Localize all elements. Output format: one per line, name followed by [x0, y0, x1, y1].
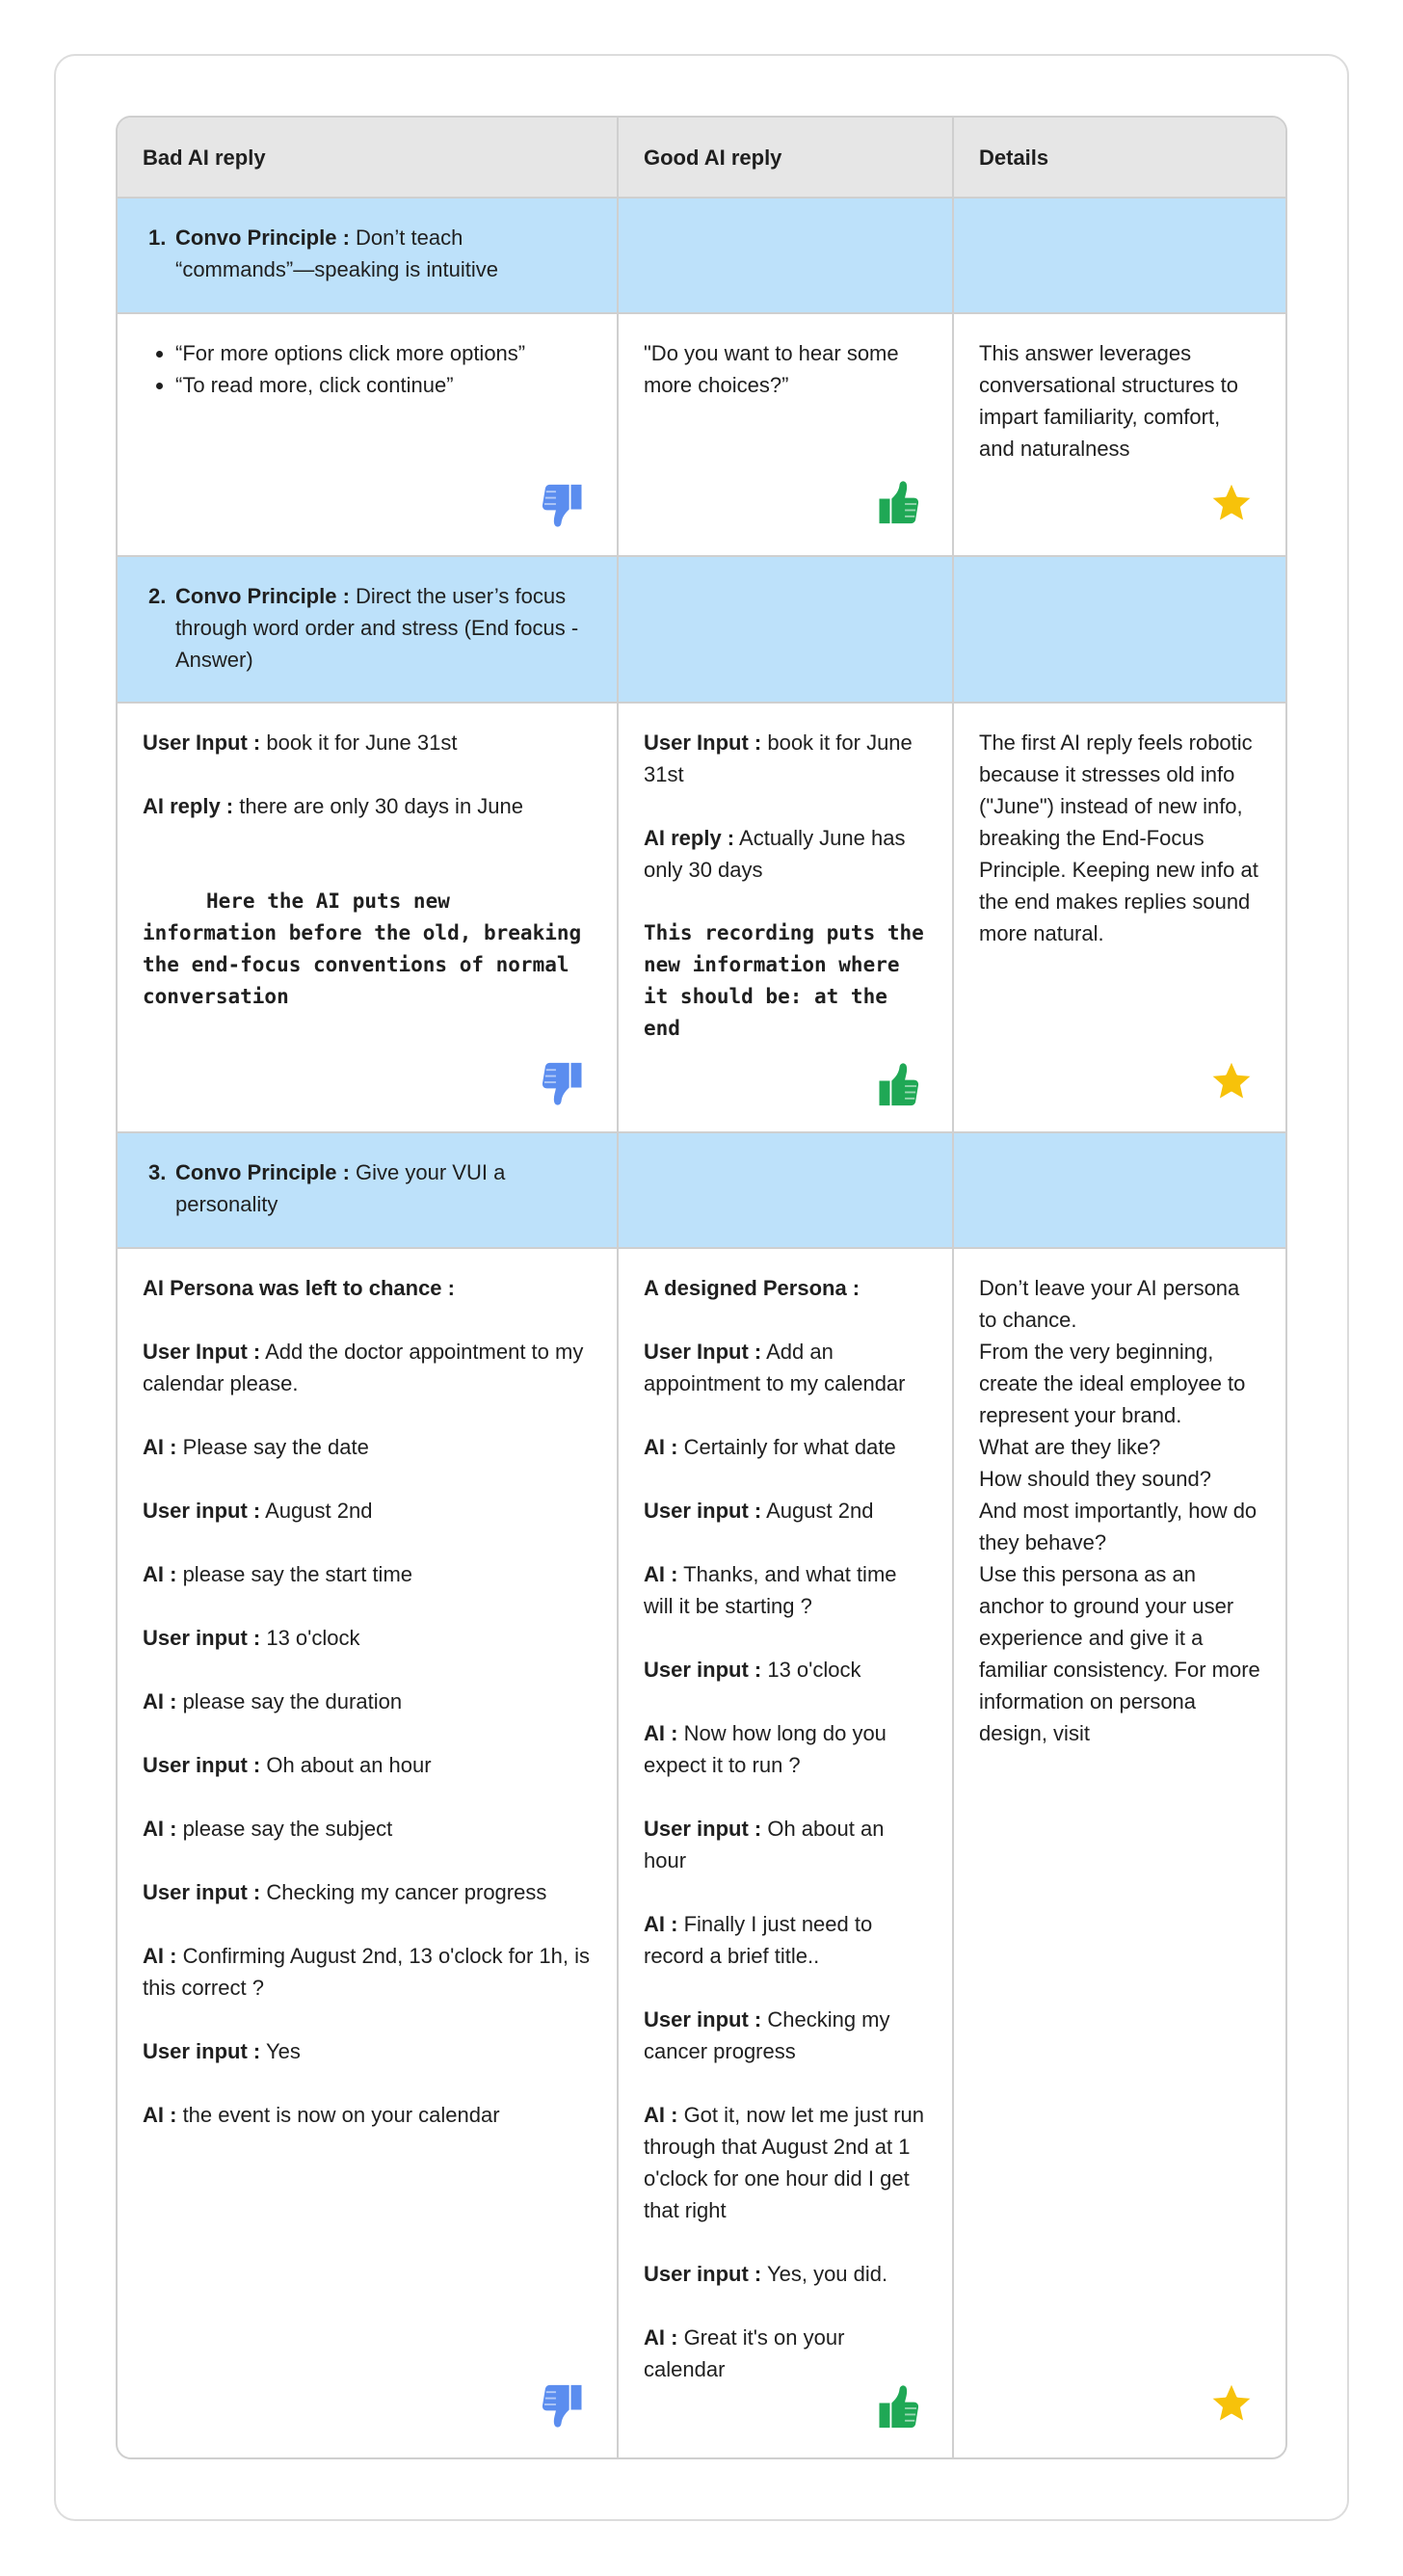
dialog-text: Finally I just need to record a brief title.. [644, 1912, 873, 1968]
dialog-text: Yes [260, 2039, 301, 2063]
dialog-text: Certainly for what date [677, 1435, 896, 1459]
dialog-line [644, 1495, 927, 1527]
star-icon [1206, 2378, 1257, 2429]
dialog-line [644, 1654, 927, 1686]
principle-label: Convo Principle : [175, 226, 350, 250]
dialog-line [143, 1558, 592, 1590]
dialog-text: please say the duration [176, 1689, 403, 1713]
principle-label: Convo Principle : [175, 584, 350, 608]
dialog-line [143, 1940, 592, 2004]
dialog-text: 13 o'clock [761, 1658, 861, 1682]
speaker-label: AI : [644, 2325, 678, 2350]
speaker-label: AI : [143, 1817, 177, 1841]
bad-reply-bullet: • “For more options click more options” [175, 337, 592, 369]
principle-text: Give your VUI a personality [175, 1160, 506, 1216]
dialog-list [644, 1336, 927, 2385]
dialog-line [644, 1431, 927, 1463]
dialog-text: 13 o'clock [260, 1626, 360, 1650]
details-text [979, 1272, 1260, 1749]
principle-2-filler-details [954, 557, 1285, 704]
principle-2-title [118, 557, 619, 704]
dialog-line [644, 1908, 927, 1972]
speaker-label: User Input : [143, 1340, 261, 1364]
principle-1-good-reply [619, 314, 954, 557]
dialog-text: Great it's on your calendar [644, 2325, 845, 2381]
principle-3-filler-good [619, 1133, 954, 1249]
details-line: And most importantly, how do they behave? [979, 1499, 1257, 1554]
speaker-label: AI : [644, 2103, 678, 2127]
dialog-text: Now how long do you expect it to run ? [644, 1721, 887, 1777]
dialog-text: Thanks, and what time will it be starting ? [644, 1562, 897, 1618]
dialog-text: book it for June 31st [260, 730, 458, 755]
column-header-details: Details [954, 118, 1285, 199]
principle-number: 1. [148, 226, 167, 250]
dialog-text: book it for June 31st [644, 730, 913, 786]
principle-label: Convo Principle : [175, 1160, 350, 1184]
principle-1-filler-details [954, 199, 1285, 314]
speaker-label: User input : [644, 1499, 762, 1523]
principle-2-filler-good [619, 557, 954, 704]
dialog-list [143, 1336, 592, 2131]
dialog-line [644, 1336, 927, 1399]
details-line: Don’t leave your AI persona to chance. [979, 1276, 1240, 1332]
dialog-text: there are only 30 days in June [233, 794, 523, 818]
dialog-text: August 2nd [761, 1499, 874, 1523]
speaker-label: User input : [143, 1753, 261, 1777]
thumbs-up-icon [863, 1054, 927, 1118]
dialog-line [143, 1813, 592, 1845]
dialog-line [143, 1749, 592, 1781]
dialog-text: please say the start time [176, 1562, 413, 1586]
speaker-label: User input : [644, 2262, 762, 2286]
details-text: This answer leverages conversational structures to impart familiarity, comfort, and naturalness [979, 341, 1239, 461]
dialog-line [644, 1813, 927, 1876]
principle-1-bad-reply [118, 314, 619, 557]
speaker-label: User input : [143, 1880, 261, 1904]
dialog-line [644, 1558, 927, 1622]
dialog-line [143, 1686, 592, 1717]
speaker-label: User input : [143, 1626, 261, 1650]
dialog-line [143, 2035, 592, 2067]
principle-2-bad-reply [118, 704, 619, 1133]
speaker-label: User input : [143, 2039, 261, 2063]
thumbs-up-icon [863, 2377, 927, 2440]
dialog-line [143, 1876, 592, 1908]
speaker-label: AI : [644, 1721, 678, 1745]
speaker-label: AI : [644, 1435, 678, 1459]
speaker-label: AI : [143, 1944, 177, 1968]
principle-2-good-reply [619, 704, 954, 1133]
details-line: How should they sound? [979, 1467, 1211, 1491]
speaker-label: User input : [644, 1658, 762, 1682]
annotation-note: This recording puts the new information where it should be: at the end [644, 921, 924, 1040]
speaker-label: User Input : [143, 730, 261, 755]
principle-number: 2. [148, 584, 167, 608]
dialog-text: Add an appointment to my calendar [644, 1340, 906, 1395]
comparison-table [116, 116, 1287, 2459]
bad-reply-bullet: • “To read more, click continue” [175, 369, 592, 401]
dialog-line [644, 2099, 927, 2226]
speaker-label: User input : [644, 2007, 762, 2032]
principle-1-title [118, 199, 619, 314]
speaker-label: User Input : [644, 1340, 762, 1364]
thumbs-down-icon [534, 2373, 597, 2436]
speaker-label: AI reply : [143, 794, 234, 818]
persona-title: A designed Persona : [644, 1276, 860, 1300]
dialog-text: Confirming August 2nd, 13 o'clock for 1h, is this correct ? [143, 1944, 590, 2000]
good-reply-text: "Do you want to hear some more choices?” [644, 341, 899, 397]
details-text: The first AI reply feels robotic because it stresses old info ("June") instead of new info, breaking the End-Focus Principle. Keeping new info at the end makes replies sound more natural. [979, 730, 1258, 945]
star-icon [1206, 478, 1257, 528]
dialog-line [143, 1431, 592, 1463]
details-line: Use this persona as an anchor to ground your user experience and give it a familiar consistency. For more information on persona design, visit [979, 1562, 1260, 1745]
speaker-label: AI : [644, 1562, 678, 1586]
speaker-label: User input : [644, 1817, 762, 1841]
details-line: From the very beginning, create the ideal employee to represent your brand. [979, 1340, 1246, 1427]
principle-number: 3. [148, 1160, 167, 1184]
details-line: What are they like? [979, 1435, 1161, 1459]
speaker-label: AI : [143, 1689, 177, 1713]
star-icon [1206, 1056, 1257, 1106]
principle-1-details [954, 314, 1285, 557]
dialog-text: Yes, you did. [761, 2262, 888, 2286]
dialog-line [644, 2258, 927, 2290]
speaker-label: AI : [143, 1562, 177, 1586]
principle-text: Don’t teach “commands”—speaking is intuitive [175, 226, 499, 281]
thumbs-down-icon [534, 1050, 597, 1114]
principle-1-filler-good [619, 199, 954, 314]
principle-2-details [954, 704, 1285, 1133]
dialog-line [143, 1622, 592, 1654]
principle-text: Direct the user’s focus through word order and stress (End focus - Answer) [175, 584, 579, 672]
dialog-text: Checking my cancer progress [644, 2007, 890, 2063]
thumbs-up-icon [863, 472, 927, 536]
dialog-line [143, 1336, 592, 1399]
column-header-good: Good AI reply [619, 118, 954, 199]
dialog-text: Checking my cancer progress [260, 1880, 547, 1904]
annotation-note: Here the AI puts new information before the old, breaking the end-focus conventions of normal conversation [143, 890, 582, 1008]
dialog-text: Oh about an hour [260, 1753, 432, 1777]
speaker-label: AI : [644, 1912, 678, 1936]
dialog-text: Got it, now let me just run through that August 2nd at 1 o'clock for one hour did I get that right [644, 2103, 924, 2222]
speaker-label: AI : [143, 2103, 177, 2127]
dialog-text: please say the subject [176, 1817, 393, 1841]
dialog-text: Add the doctor appointment to my calendar please. [143, 1340, 584, 1395]
dialog-text: August 2nd [260, 1499, 373, 1523]
principle-3-bad-reply [118, 1249, 619, 2457]
principle-3-title [118, 1133, 619, 1249]
principle-3-good-reply [619, 1249, 954, 2457]
dialog-line [143, 2099, 592, 2131]
speaker-label: User input : [143, 1499, 261, 1523]
dialog-line [644, 2004, 927, 2067]
column-header-bad: Bad AI reply [118, 118, 619, 199]
speaker-label: AI : [143, 1435, 177, 1459]
speaker-label: User Input : [644, 730, 762, 755]
dialog-text: Actually June has only 30 days [644, 826, 906, 882]
principle-3-details [954, 1249, 1285, 2457]
dialog-line [644, 1717, 927, 1781]
thumbs-down-icon [534, 472, 597, 536]
dialog-text: Please say the date [176, 1435, 369, 1459]
principle-3-filler-details [954, 1133, 1285, 1249]
dialog-text: the event is now on your calendar [176, 2103, 500, 2127]
dialog-text: Oh about an hour [644, 1817, 885, 1872]
speaker-label: AI reply : [644, 826, 735, 850]
persona-title: AI Persona was left to chance : [143, 1276, 455, 1300]
dialog-line [143, 1495, 592, 1527]
